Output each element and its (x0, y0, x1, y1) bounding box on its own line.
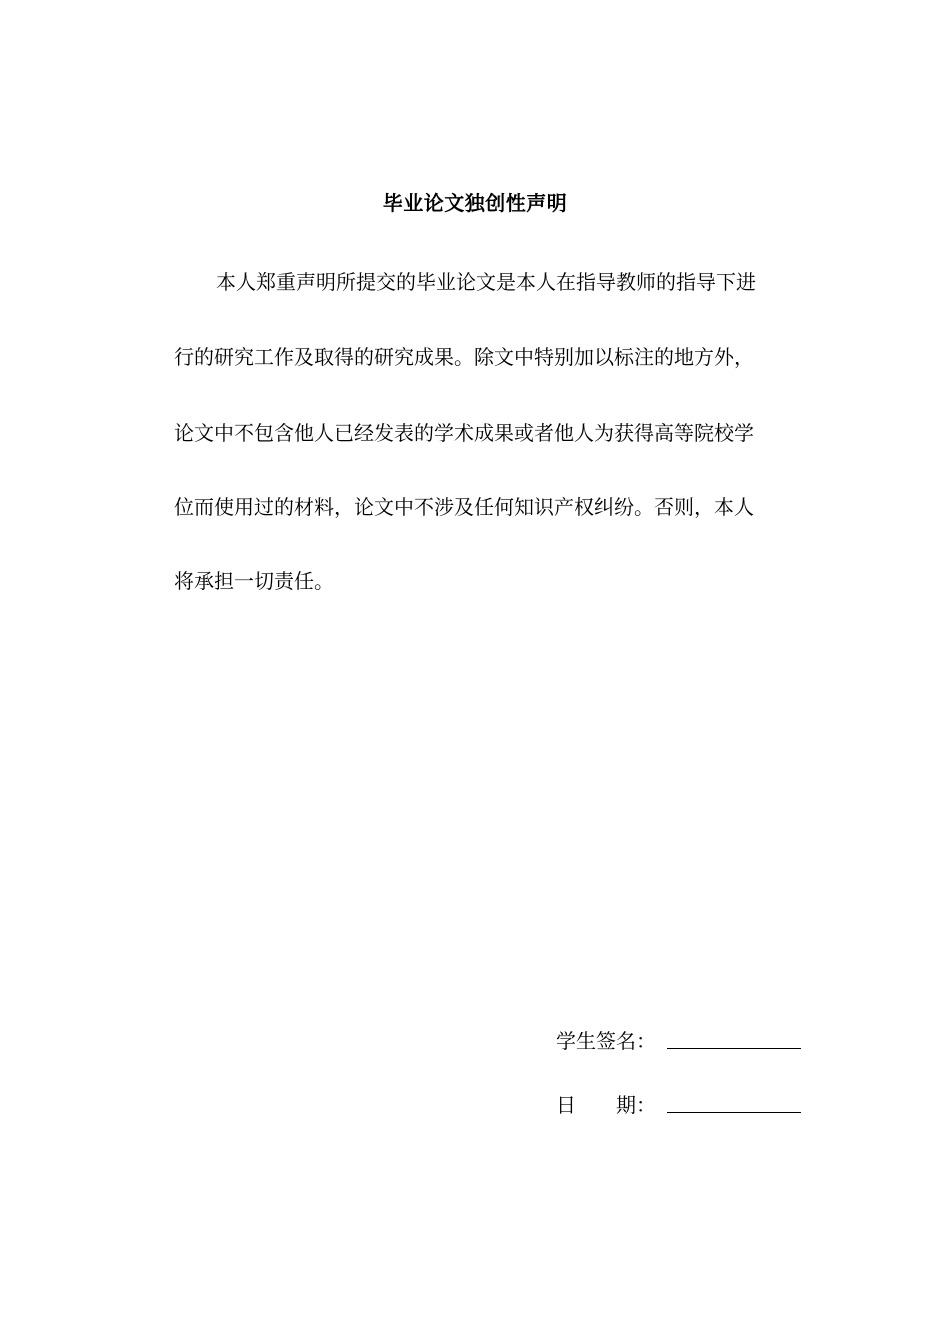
student-signature-row (556, 1026, 656, 1056)
student-signature-label: 学生签名： (556, 1029, 656, 1053)
declaration-title: 毕业论文独创性声明 (382, 191, 568, 215)
declaration-line-5: 将承担一切责任。 (174, 569, 334, 593)
declaration-line-3: 论文中不包含他人已经发表的学术成果或者他人为获得高等院校学 (174, 421, 754, 445)
declaration-line-2: 行的研究工作及取得的研究成果。除文中特别加以标注的地方外， (174, 345, 754, 369)
student-signature-blank[interactable] (667, 1048, 801, 1049)
declaration-line-1: 本人郑重声明所提交的毕业论文是本人在指导教师的指导下进 (216, 270, 756, 294)
date-blank[interactable] (667, 1112, 801, 1113)
date-row (556, 1090, 656, 1120)
date-label: 日 期： (556, 1093, 656, 1117)
declaration-line-4: 位而使用过的材料，论文中不涉及任何知识产权纠纷。否则，本人 (174, 495, 754, 519)
